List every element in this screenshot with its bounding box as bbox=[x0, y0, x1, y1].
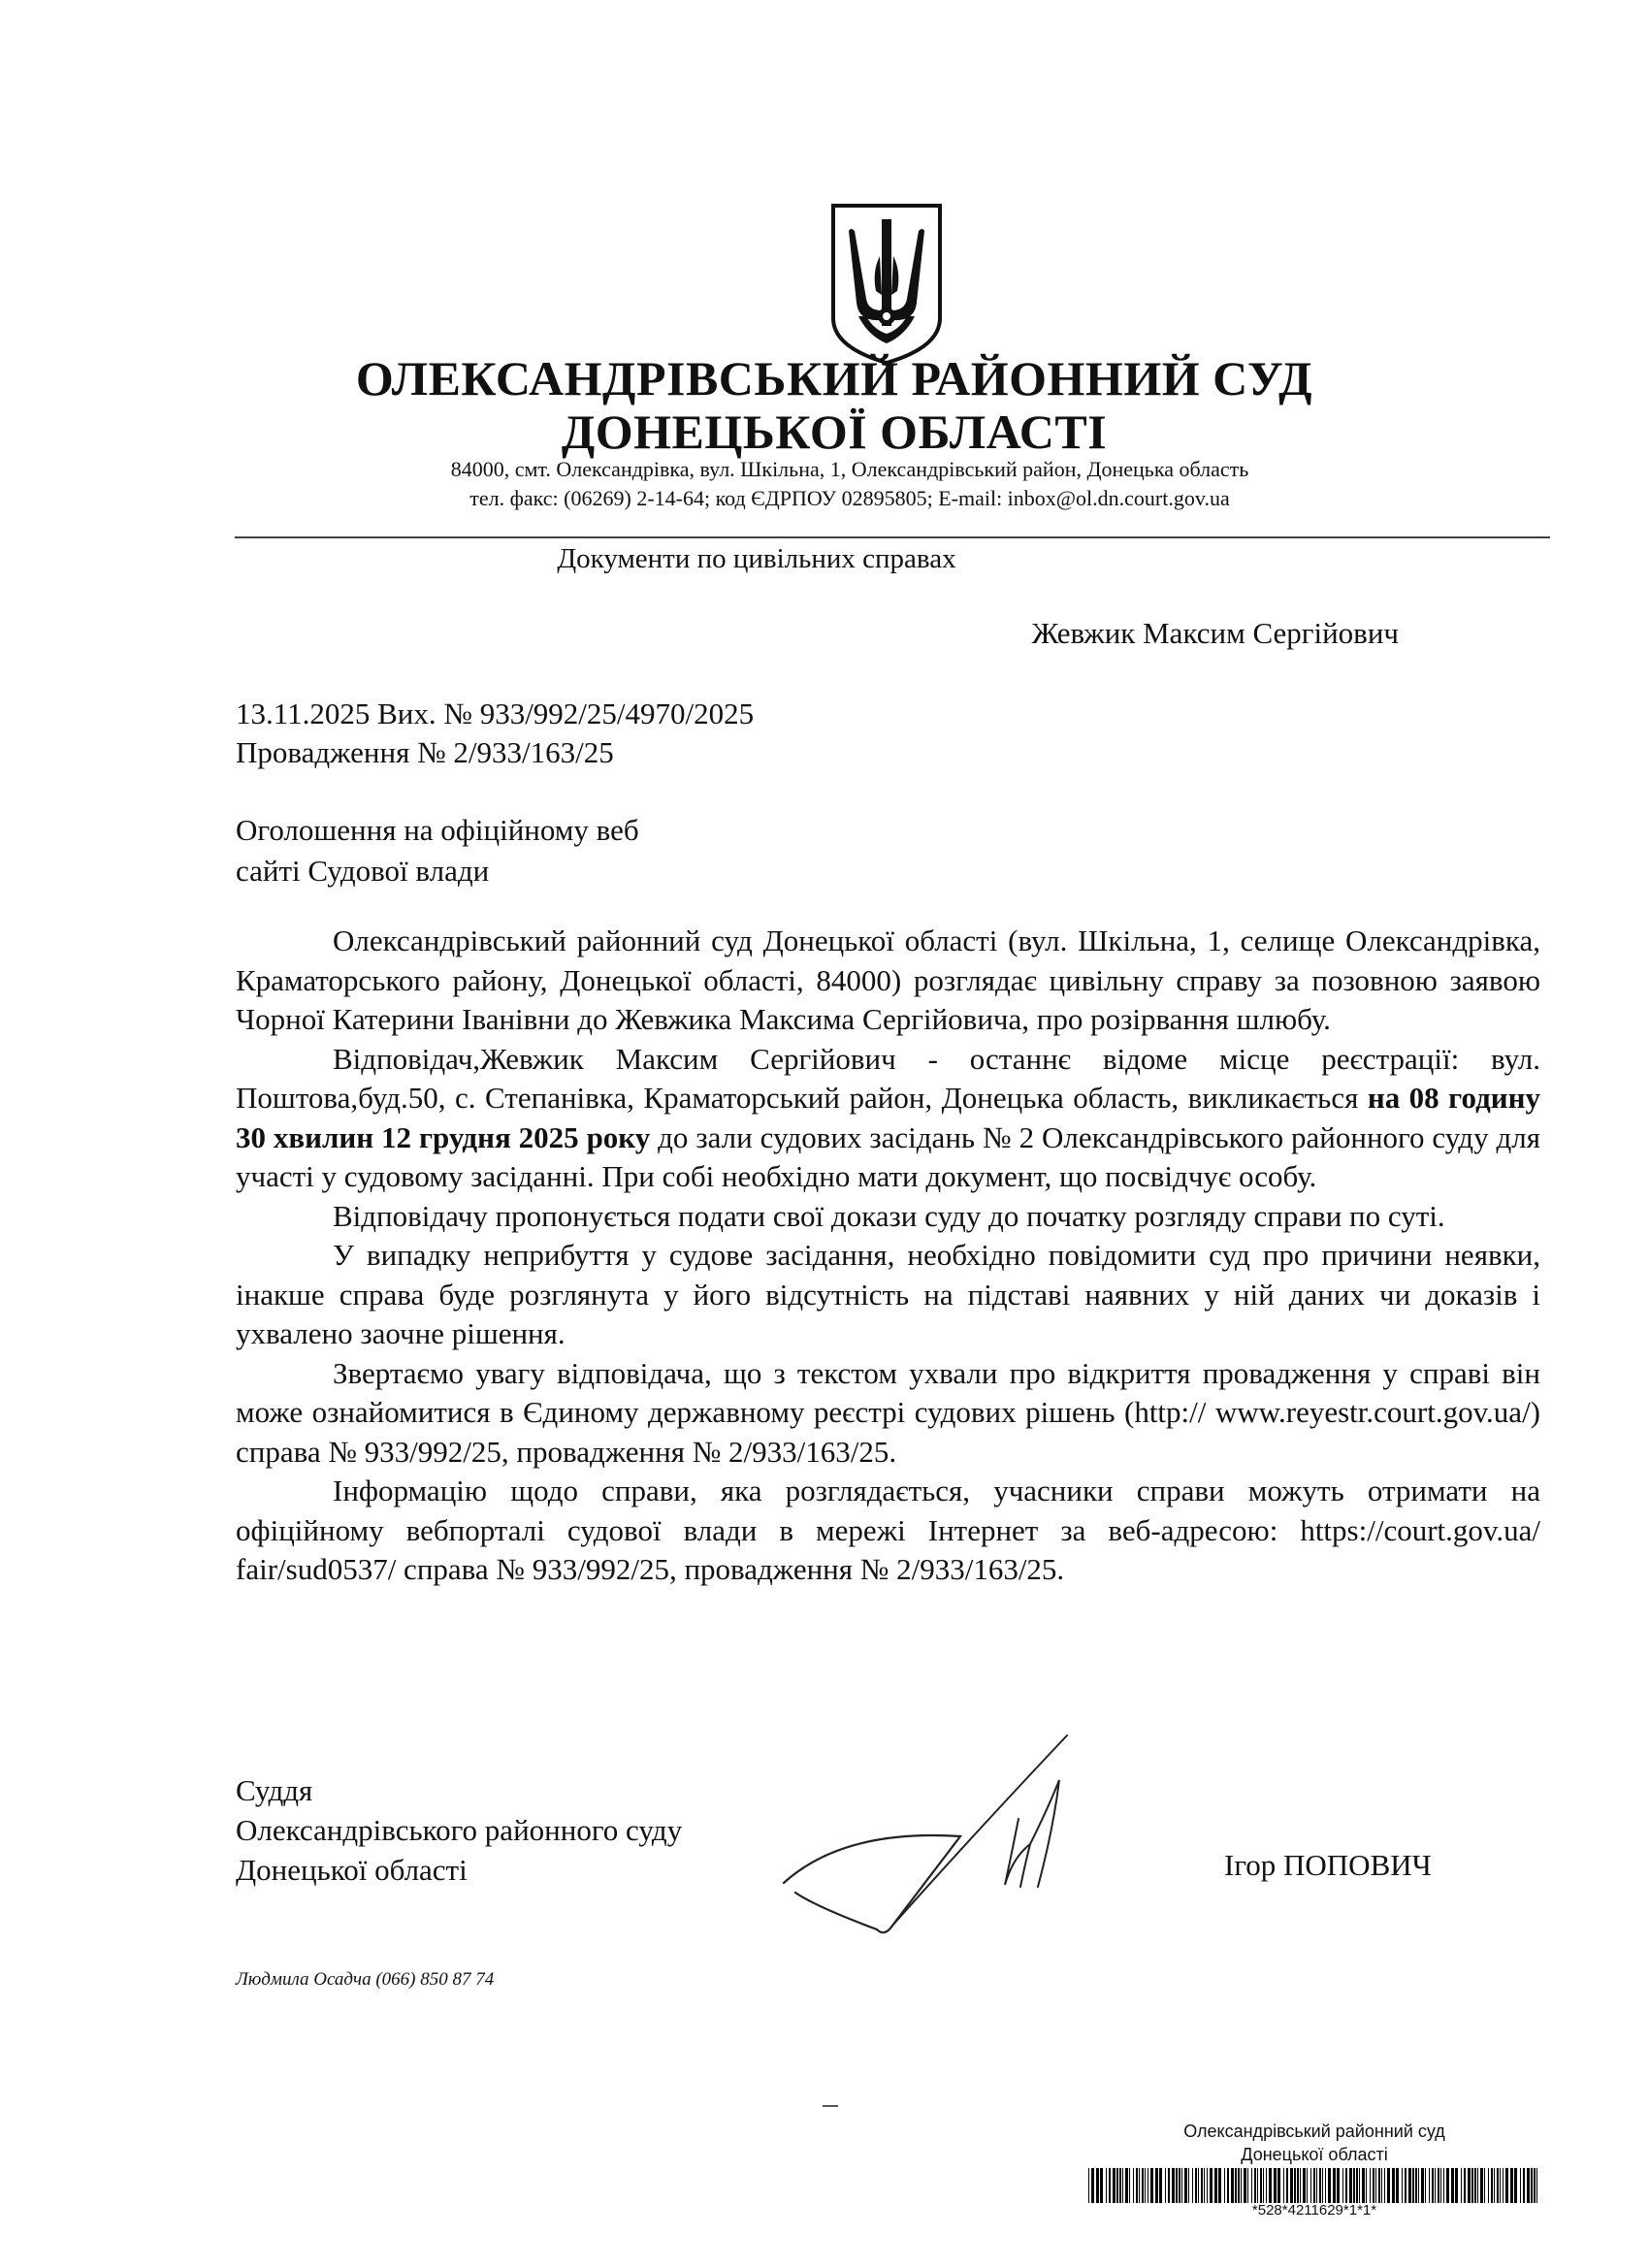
barcode-bar bbox=[1474, 2168, 1476, 2203]
barcode-bar bbox=[1218, 2168, 1221, 2203]
barcode-bar bbox=[1443, 2168, 1444, 2203]
barcode-bar bbox=[1290, 2168, 1293, 2203]
announcement-body bbox=[236, 922, 1540, 1590]
barcode-bar bbox=[1100, 2168, 1103, 2203]
barcode-bar bbox=[1238, 2168, 1240, 2203]
barcode-bar bbox=[1322, 2168, 1323, 2203]
barcode-bar bbox=[1534, 2168, 1536, 2203]
barcode-bar bbox=[1294, 2168, 1296, 2203]
barcode-bar bbox=[1418, 2168, 1419, 2203]
barcode-bar bbox=[1181, 2168, 1182, 2203]
judge-court-line1: Олександрівського районного суду bbox=[236, 1813, 683, 1847]
barcode-bar bbox=[1488, 2168, 1489, 2203]
barcode-bar bbox=[1381, 2168, 1382, 2203]
barcode-bar bbox=[1484, 2168, 1485, 2203]
barcode-bar bbox=[1129, 2168, 1130, 2203]
barcode-bar bbox=[1464, 2168, 1466, 2203]
barcode-bar bbox=[1247, 2168, 1248, 2203]
barcode-bar bbox=[1254, 2168, 1256, 2203]
barcode-bar bbox=[1109, 2168, 1111, 2203]
hearing-datetime: на 08 годину 30 хвилин 12 грудня 2025 року bbox=[236, 1081, 1540, 1154]
barcode-bar bbox=[1207, 2168, 1208, 2203]
barcode-bar bbox=[1210, 2168, 1212, 2203]
barcode-bar bbox=[1122, 2168, 1123, 2203]
barcode-text: *528*4211629*1*1* bbox=[1251, 2202, 1377, 2219]
barcode-bar bbox=[1106, 2168, 1107, 2203]
barcode-bar bbox=[1096, 2168, 1099, 2203]
handwritten-signature bbox=[776, 1722, 1164, 1974]
barcode-bar bbox=[1451, 2168, 1454, 2203]
barcode-bar bbox=[1224, 2168, 1225, 2203]
barcode-bar bbox=[1440, 2168, 1441, 2203]
barcode-bar bbox=[1235, 2168, 1237, 2203]
paragraph-absence: У випадку неприбуття у судове засідання, необхідно повідомити суд про причини неявки, інакше справа буде розглянута у його відсутність на підставі наявних у ній даних чи доказів і ухвалено заочне рішення. bbox=[236, 1238, 1540, 1350]
barcode-bar bbox=[1527, 2168, 1530, 2203]
barcode-bar bbox=[1471, 2168, 1473, 2203]
summons-text-start: Відповідач,Жевжик Максим Сергійович - останнє відоме місце реєстрації: вул. Поштова,буд.50, с. Степанівка, Краматорський район, Донецька область, викликається bbox=[236, 1041, 1540, 1115]
barcode-bar bbox=[1366, 2168, 1367, 2203]
court-address: 84000, смт. Олександрівка, вул. Шкільна, 1, Олександрівський район, Донецька область bbox=[450, 457, 1249, 481]
barcode-bar bbox=[1480, 2168, 1483, 2203]
barcode-bar bbox=[1337, 2168, 1340, 2203]
barcode-bar bbox=[1195, 2168, 1197, 2203]
recipient-name: Жевжик Максим Сергійович bbox=[1031, 616, 1399, 650]
court-contacts: тел. факс: (06269) 2-14-64; код ЄДРПОУ 02895805; E-mail: inbox@ol.dn.court.gov.ua bbox=[469, 486, 1230, 510]
barcode-bar bbox=[1523, 2168, 1525, 2203]
barcode-bar bbox=[1468, 2168, 1471, 2203]
barcode-bar bbox=[1421, 2168, 1424, 2203]
barcode-bar bbox=[1415, 2168, 1417, 2203]
barcode-bar bbox=[1461, 2168, 1462, 2203]
barcode-bar bbox=[1432, 2168, 1434, 2203]
scan-mark bbox=[823, 2105, 838, 2107]
barcode-bar bbox=[1139, 2168, 1140, 2203]
barcode-bar bbox=[1155, 2168, 1158, 2203]
barcode-bar bbox=[1313, 2168, 1315, 2203]
barcode-bar bbox=[1172, 2168, 1175, 2203]
registration-stamp bbox=[1086, 2120, 1542, 2219]
barcode bbox=[1086, 2168, 1542, 2203]
barcode-bar bbox=[1375, 2168, 1376, 2203]
barcode-bar bbox=[1494, 2168, 1495, 2203]
subject-line1: Оголошення на офіційному веб bbox=[236, 813, 639, 847]
document-category: Документи по цивільних справах bbox=[557, 543, 956, 574]
barcode-bar bbox=[1510, 2168, 1513, 2203]
barcode-bar bbox=[1514, 2168, 1517, 2203]
barcode-bar bbox=[1303, 2168, 1306, 2203]
barcode-bar bbox=[1392, 2168, 1395, 2203]
judge-role: Суддя bbox=[236, 1773, 313, 1807]
court-name-line2: ДОНЕЦЬКОЇ ОБЛАСТІ bbox=[561, 405, 1108, 459]
barcode-bar bbox=[1125, 2168, 1128, 2203]
barcode-bar bbox=[1133, 2168, 1134, 2203]
barcode-bar bbox=[1283, 2168, 1284, 2203]
court-name-line1: ОЛЕКСАНДРІВСЬКИЙ РАЙОННИЙ СУД bbox=[355, 351, 1313, 405]
barcode-bar bbox=[1402, 2168, 1403, 2203]
barcode-bar bbox=[1520, 2168, 1521, 2203]
executor-contact: Людмила Осадча (066) 850 87 74 bbox=[236, 1969, 495, 1990]
barcode-bar bbox=[1342, 2168, 1343, 2203]
barcode-bar bbox=[1497, 2168, 1499, 2203]
barcode-bar bbox=[1198, 2168, 1199, 2203]
barcode-bar bbox=[1477, 2168, 1478, 2203]
barcode-bar bbox=[1353, 2168, 1355, 2203]
barcode-bar bbox=[1373, 2168, 1374, 2203]
barcode-bar bbox=[1378, 2168, 1380, 2203]
registration-court-line2: Донецької області bbox=[1241, 2145, 1388, 2164]
barcode-bar bbox=[1435, 2168, 1436, 2203]
barcode-bar bbox=[1263, 2168, 1264, 2203]
barcode-bar bbox=[1274, 2168, 1277, 2203]
barcode-bar bbox=[1310, 2168, 1311, 2203]
barcode-bar bbox=[1088, 2168, 1089, 2203]
barcode-bar bbox=[1396, 2168, 1399, 2203]
barcode-bar bbox=[1300, 2168, 1301, 2203]
barcode-bar bbox=[1116, 2168, 1118, 2203]
barcode-bar bbox=[1455, 2168, 1458, 2203]
barcode-bar bbox=[1446, 2168, 1449, 2203]
barcode-bar bbox=[1297, 2168, 1299, 2203]
signature-block bbox=[236, 1770, 682, 1890]
barcode-bar bbox=[1145, 2168, 1146, 2203]
barcode-bar bbox=[1214, 2168, 1217, 2203]
barcode-bar bbox=[1425, 2168, 1426, 2203]
paragraph-summons bbox=[236, 1040, 1540, 1197]
trident-icon bbox=[829, 202, 944, 367]
barcode-bar bbox=[1531, 2168, 1533, 2203]
barcode-bar bbox=[1316, 2168, 1317, 2203]
barcode-bar bbox=[1136, 2168, 1138, 2203]
barcode-bar bbox=[1505, 2168, 1508, 2203]
barcode-bar bbox=[1500, 2168, 1501, 2203]
barcode-bar bbox=[1159, 2168, 1162, 2203]
barcode-bar bbox=[1319, 2168, 1321, 2203]
barcode-bar bbox=[1244, 2168, 1246, 2203]
barcode-bar bbox=[1204, 2168, 1205, 2203]
barcode-bar bbox=[1362, 2168, 1365, 2203]
barcode-bar bbox=[1165, 2168, 1166, 2203]
barcode-bar bbox=[1201, 2168, 1203, 2203]
judge-court-line2: Донецької області bbox=[236, 1853, 468, 1887]
barcode-bar bbox=[1387, 2168, 1390, 2203]
subject bbox=[236, 810, 639, 891]
barcode-bar bbox=[1328, 2168, 1331, 2203]
barcode-bar bbox=[1536, 2168, 1537, 2203]
barcode-bar bbox=[1277, 2168, 1280, 2203]
signer-name: Ігор ПОПОВИЧ bbox=[1224, 1848, 1432, 1882]
paragraph-registry: Звертаємо увагу відповідача, що з текстом ухвали про відкриття провадження у справі він може ознайомитися в Єдиному державному реєстрі судових рішень (http:// www.reyestr.court.gov.ua/) справа № 933/992/25, провадження № 2/933/163/25. bbox=[236, 1355, 1540, 1469]
paragraph-evidence: Відповідачу пропонується подати свої докази суду до початку розгляду справи по суті. bbox=[333, 1198, 1445, 1233]
barcode-bar bbox=[1231, 2168, 1234, 2203]
barcode-bar bbox=[1286, 2168, 1288, 2203]
barcode-bar bbox=[1260, 2168, 1262, 2203]
barcode-bar bbox=[1119, 2168, 1121, 2203]
barcode-bar bbox=[1370, 2168, 1371, 2203]
barcode-bar bbox=[1349, 2168, 1352, 2203]
barcode-bar bbox=[1142, 2168, 1144, 2203]
barcode-bar bbox=[1503, 2168, 1504, 2203]
barcode-bar bbox=[1168, 2168, 1170, 2203]
barcode-bar bbox=[1266, 2168, 1267, 2203]
proceeding-number: Провадження № 2/933/163/25 bbox=[236, 735, 614, 769]
barcode-bar bbox=[1412, 2168, 1414, 2203]
paragraph-case: Олександрівський районний суд Донецької області (вул. Шкільна, 1, селище Олександрівка, Краматорського району, Донецької області, 84000) розглядає цивільну справу за позовною заявою Чорної Катерини Іванівни до Жевжика Максима Сергійовича, про розірвання шлюбу. bbox=[236, 923, 1540, 1036]
barcode-bar bbox=[1257, 2168, 1258, 2203]
barcode-bar bbox=[1192, 2168, 1193, 2203]
barcode-bar bbox=[1325, 2168, 1326, 2203]
barcode-bar bbox=[1113, 2168, 1116, 2203]
barcode-bar bbox=[1405, 2168, 1406, 2203]
header-divider bbox=[235, 536, 1550, 538]
barcode-bar bbox=[1150, 2168, 1153, 2203]
barcode-bar bbox=[1251, 2168, 1252, 2203]
barcode-bar bbox=[1179, 2168, 1180, 2203]
barcode-bar bbox=[1359, 2168, 1360, 2203]
barcode-bar bbox=[1269, 2168, 1272, 2203]
barcode-bar bbox=[1176, 2168, 1178, 2203]
barcode-bar bbox=[1241, 2168, 1242, 2203]
barcode-bar bbox=[1307, 2168, 1308, 2203]
barcode-bar bbox=[1345, 2168, 1347, 2203]
barcode-bar bbox=[1188, 2168, 1189, 2203]
barcode-bar bbox=[1356, 2168, 1358, 2203]
barcode-bar bbox=[1429, 2168, 1430, 2203]
paragraph-portal: Інформацію щодо справи, яка розглядається, учасники справи можуть отримати на офіційному вебпорталі судової влади в мережі Інтернет за веб-адресою: https://court.gov.ua/ fair/sud0537/ справа № 933/992/25, провадження № 2/933/163/25. bbox=[236, 1474, 1540, 1586]
barcode-bar bbox=[1184, 2168, 1187, 2203]
barcode-bar bbox=[1227, 2168, 1229, 2203]
barcode-bar bbox=[1384, 2168, 1385, 2203]
barcode-bar bbox=[1438, 2168, 1439, 2203]
barcode-bar bbox=[1491, 2168, 1493, 2203]
barcode-bar bbox=[1408, 2168, 1411, 2203]
barcode-bar bbox=[1091, 2168, 1094, 2203]
subject-line2: сайті Судової влади bbox=[236, 854, 490, 888]
barcode-bar bbox=[1333, 2168, 1336, 2203]
summons-text-end: до зали судових засідань № 2 Олександрівського районного суду для участі у судовому засіданні. При собі необхідно мати документ, що посвідчує особу. bbox=[236, 1119, 1540, 1193]
outgoing-number: 13.11.2025 Вих. № 933/992/25/4970/2025 bbox=[236, 697, 755, 730]
registration-court-line1: Олександрівський районний суд bbox=[1183, 2122, 1445, 2141]
